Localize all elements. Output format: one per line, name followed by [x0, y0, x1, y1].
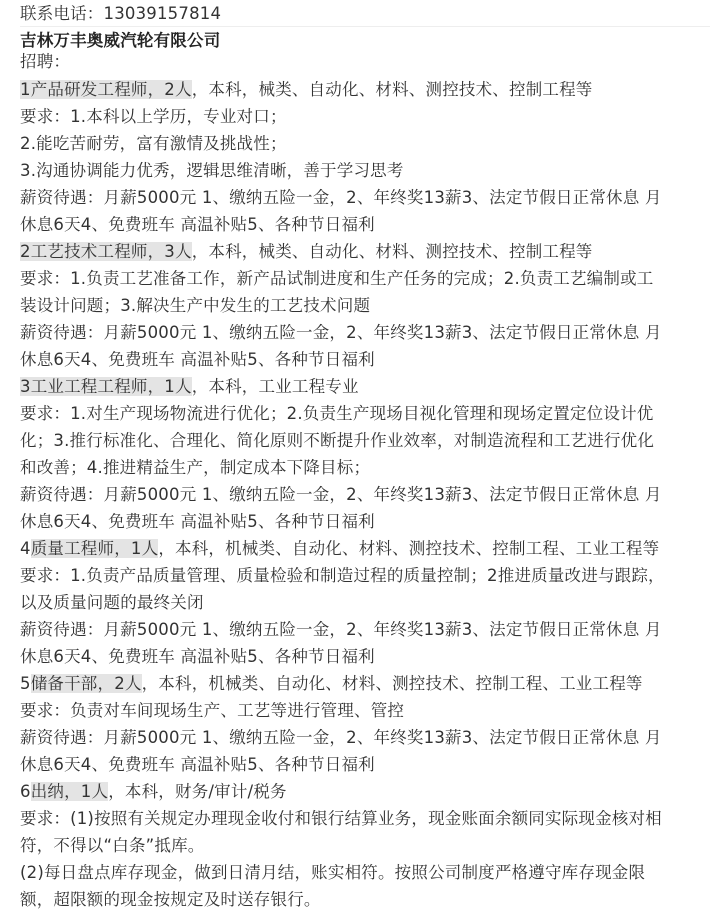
job-requirement: 以及质量问题的最终关闭	[20, 593, 204, 612]
job-requirement: 3.沟通协调能力优秀，逻辑思维清晰，善于学习思考	[20, 161, 404, 180]
job-title-rest: ，本科，机械类、自动化、材料、测控技术、控制工程、工业工程等	[141, 674, 643, 693]
job-number: 5	[20, 674, 31, 693]
job-requirement: 要求：1.本科以上学历，专业对口；	[20, 107, 287, 126]
job-title-highlight: 储备干部，2人	[30, 674, 142, 693]
job-requirement: 装设计问题；3.解决生产中发生的工艺技术问题	[20, 296, 371, 315]
job-requirement: 要求：1.对生产现场物流进行优化；2.负责生产现场目视化管理和现场定置定位设计优	[20, 404, 654, 423]
job-title-rest: ，本科，工业工程专业	[191, 377, 359, 396]
job-salary: 休息6天4、免费班车 高温补贴5、各种节日福利	[20, 755, 375, 774]
job-requirement: 要求：负责对车间现场生产、工艺等进行管理、管控	[20, 701, 405, 720]
job-title-line	[20, 670, 643, 697]
job-requirement: 2.能吃苦耐劳，富有激情及挑战性；	[20, 134, 287, 153]
job-title-line	[20, 535, 659, 562]
job-requirement: (2)每日盘点库存现金，做到日清月结，账实相符。按照公司制度严格遵守库存现金限	[20, 863, 646, 882]
recruit-label: 招聘：	[20, 52, 71, 71]
job-title-highlight: 2工艺技术工程师，3人	[20, 242, 192, 261]
job-title-line	[20, 76, 593, 103]
job-salary: 休息6天4、免费班车 高温补贴5、各种节日福利	[20, 512, 375, 531]
job-title-highlight: 3工业工程工程师，1人	[20, 377, 192, 396]
job-requirement: 符，不得以“白条”抵库。	[20, 836, 205, 855]
job-salary: 休息6天4、免费班车 高温补贴5、各种节日福利	[20, 215, 375, 234]
job-requirement: 要求：1.负责产品质量管理、质量检验和制造过程的质量控制；2推进质量改进与跟踪，	[20, 566, 665, 585]
job-title-line	[20, 373, 359, 400]
job-title-rest: ，本科，机械类、自动化、材料、测控技术、控制工程、工业工程等	[158, 539, 660, 558]
job-number: 6	[20, 782, 31, 801]
job-title-highlight: 质量工程师，1人	[30, 539, 159, 558]
contact-phone: 联系电话：13039157814	[20, 4, 222, 23]
job-title-line	[20, 778, 287, 805]
job-title-rest: ，本科，械类、自动化、材料、测控技术、控制工程等	[191, 242, 593, 261]
job-title-rest: ，本科，械类、自动化、材料、测控技术、控制工程等	[191, 80, 593, 99]
job-title-highlight: 1产品研发工程师，2人	[20, 80, 192, 99]
job-salary: 薪资待遇：月薪5000元 1、缴纳五险一金，2、年终奖13薪3、法定节假日正常休息 月	[20, 620, 662, 639]
job-salary: 薪资待遇：月薪5000元 1、缴纳五险一金，2、年终奖13薪3、法定节假日正常休息 月	[20, 728, 662, 747]
job-requirement: 和改善；4.推进精益生产，制定成本下降目标；	[20, 458, 371, 477]
job-requirement: 额，超限额的现金按规定及时送存银行。	[20, 890, 321, 909]
job-title-line	[20, 238, 593, 265]
job-title-highlight: 出纳，1人	[30, 782, 109, 801]
job-title-rest: ，本科，财务/审计/税务	[108, 782, 287, 801]
company-name: 吉林万丰奥威汽轮有限公司	[20, 31, 221, 50]
job-salary: 休息6天4、免费班车 高温补贴5、各种节日福利	[20, 350, 375, 369]
job-salary: 薪资待遇：月薪5000元 1、缴纳五险一金，2、年终奖13薪3、法定节假日正常休息 月	[20, 323, 662, 342]
job-requirement: 要求：(1)按照有关规定办理现金收付和银行结算业务，现金账面余额同实际现金核对相	[20, 809, 662, 828]
job-salary: 休息6天4、免费班车 高温补贴5、各种节日福利	[20, 647, 375, 666]
job-number: 4	[20, 539, 31, 558]
job-requirement: 要求：1.负责工艺准备工作，新产品试制进度和生产任务的完成；2.负责工艺编制或工	[20, 269, 654, 288]
job-salary: 薪资待遇：月薪5000元 1、缴纳五险一金，2、年终奖13薪3、法定节假日正常休息 月	[20, 188, 662, 207]
job-salary: 薪资待遇：月薪5000元 1、缴纳五险一金，2、年终奖13薪3、法定节假日正常休息 月	[20, 485, 662, 504]
job-requirement: 化；3.推行标准化、合理化、简化原则不断提升作业效率，对制造流程和工艺进行优化	[20, 431, 655, 450]
